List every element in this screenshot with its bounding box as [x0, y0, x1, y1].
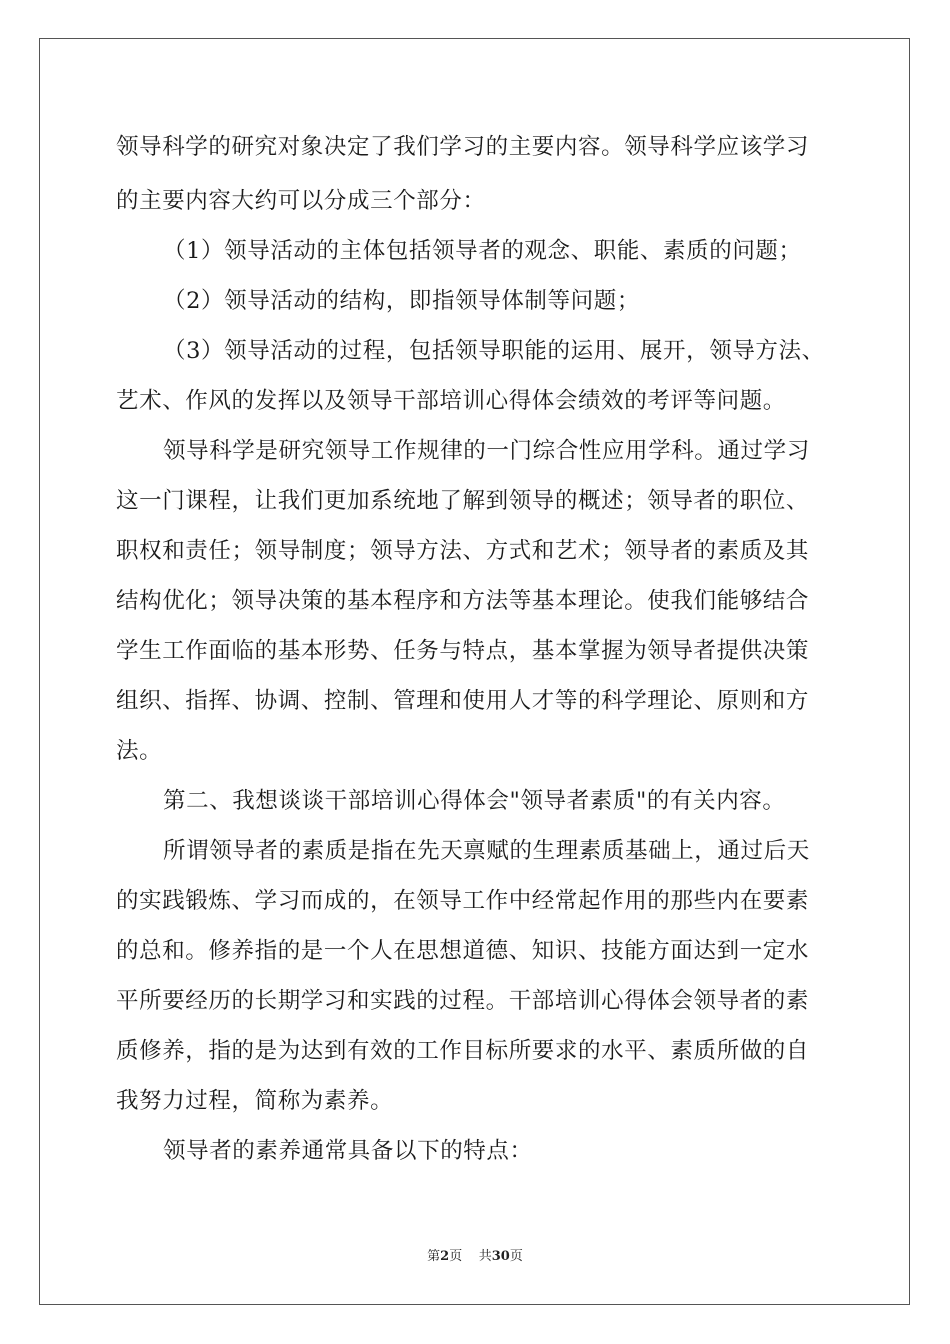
body-line: 我努力过程，简称为素养。: [116, 1088, 394, 1114]
body-line: 的主要内容大约可以分成三个部分：: [116, 188, 486, 214]
body-line: 组织、指挥、协调、控制、管理和使用人才等的科学理论、原则和方: [116, 688, 810, 714]
page-footer: [0, 1249, 950, 1265]
footer-total-suffix: 页: [509, 1249, 523, 1264]
paragraph-start: 领导者的素养通常具备以下的特点：: [163, 1138, 533, 1164]
body-line: 这一门课程，让我们更加系统地了解到领导的概述；领导者的职位、: [116, 488, 810, 514]
body-line: 艺术、作风的发挥以及领导干部培训心得体会绩效的考评等问题。: [116, 388, 786, 414]
body-line: 的总和。修养指的是一个人在思想道德、知识、技能方面达到一定水: [116, 938, 810, 964]
section-heading: 第二、我想谈谈干部培训心得体会"领导者素质"的有关内容。: [163, 788, 786, 814]
body-line: 的实践锻炼、学习而成的，在领导工作中经常起作用的那些内在要素: [116, 888, 810, 914]
body-line: 学生工作面临的基本形势、任务与特点，基本掌握为领导者提供决策: [116, 638, 810, 664]
footer-total-prefix: 共: [478, 1249, 492, 1264]
body-line: 结构优化；领导决策的基本程序和方法等基本理论。使我们能够结合: [116, 588, 810, 614]
footer-page-suffix: 页: [449, 1249, 463, 1264]
list-item-3: （3）领导活动的过程，包括领导职能的运用、展开，领导方法、: [163, 338, 825, 364]
body-line: 领导科学的研究对象决定了我们学习的主要内容。领导科学应该学习: [116, 134, 810, 160]
footer-total-pages: 30: [491, 1249, 510, 1264]
list-item-2: （2）领导活动的结构，即指领导体制等问题；: [163, 288, 640, 314]
list-item-1: （1）领导活动的主体包括领导者的观念、职能、素质的问题；: [163, 238, 802, 264]
body-line: 质修养，指的是为达到有效的工作目标所要求的水平、素质所做的自: [116, 1038, 810, 1064]
footer-page-number: 2: [440, 1249, 450, 1264]
paragraph-start: 领导科学是研究领导工作规律的一门综合性应用学科。通过学习: [163, 438, 810, 464]
paragraph-start: 所谓领导者的素质是指在先天禀赋的生理素质基础上，通过后天: [163, 838, 810, 864]
body-line: 职权和责任；领导制度；领导方法、方式和艺术；领导者的素质及其: [116, 538, 810, 564]
body-line: 平所要经历的长期学习和实践的过程。干部培训心得体会领导者的素: [116, 988, 810, 1014]
footer-prefix: 第: [427, 1249, 441, 1264]
body-line: 法。: [116, 738, 163, 764]
